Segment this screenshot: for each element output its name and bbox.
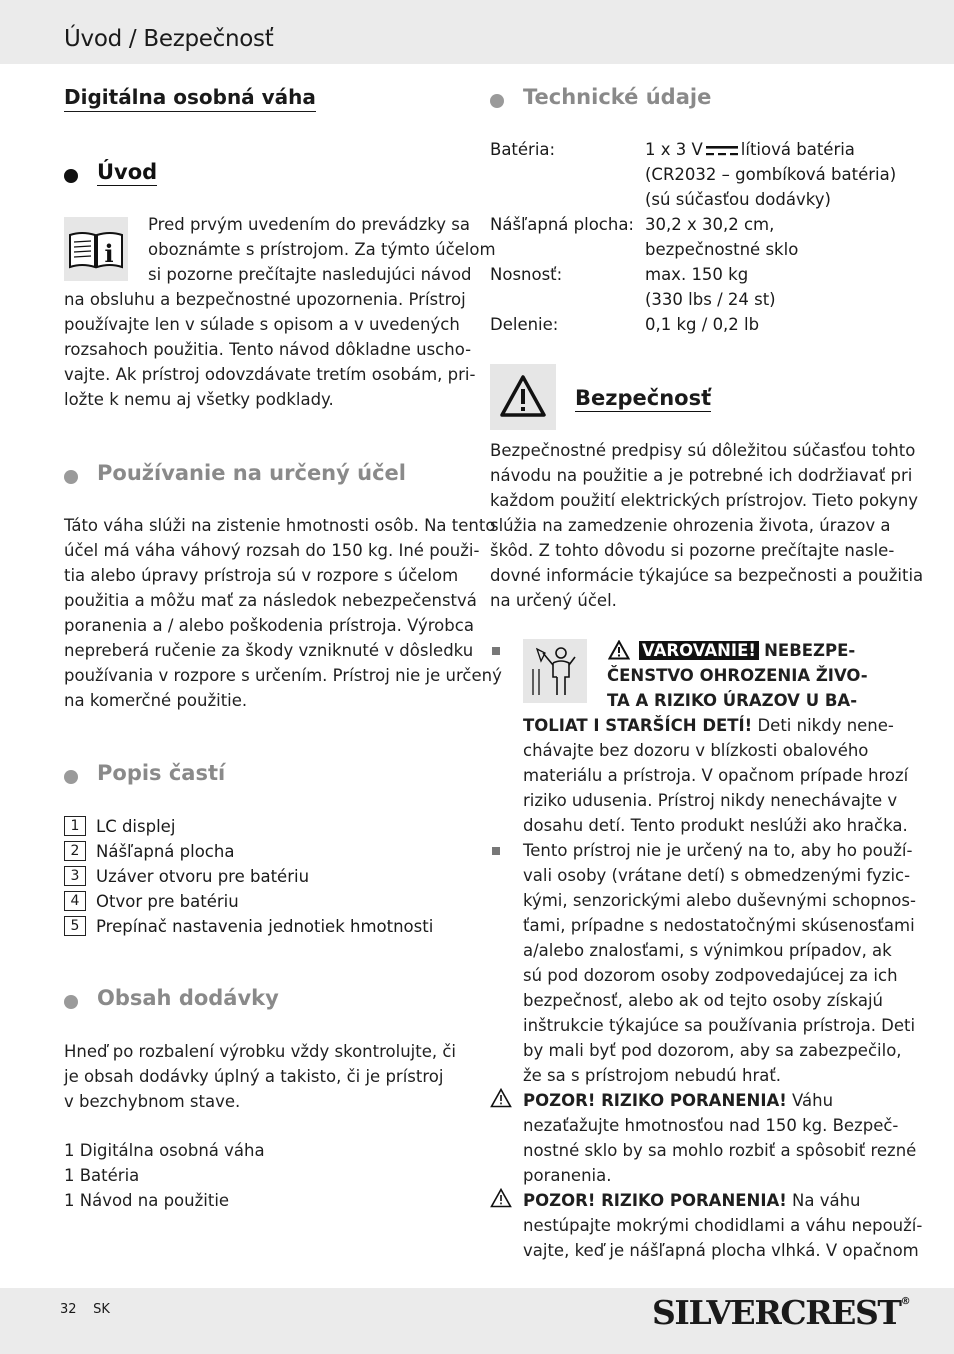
page-number-value: 32 <box>60 1302 77 1317</box>
bullet2-text <box>523 838 916 1088</box>
text-line: na komerčné použitie. <box>64 691 248 710</box>
header-bar <box>0 0 954 64</box>
text-line: škôd. Z tohto dôvodu si pozorne prečítajte nasle- <box>490 541 895 560</box>
text-line: Tento prístroj nie je určený na to, aby ho použí- <box>523 841 913 860</box>
spec-value-part: 1 x 3 V <box>645 140 703 159</box>
caution1-text <box>523 1088 916 1188</box>
text-line: v bezchybnom stave. <box>64 1092 241 1111</box>
text-line: vali osoby (vrátane detí) s obmedzenými fyzic- <box>523 866 911 885</box>
warning1-head <box>639 638 855 663</box>
intro-text-top <box>148 212 496 287</box>
text-line: materiálu a prístroja. V opačnom prípade hrozí <box>523 766 909 785</box>
spec-key: Delenie: <box>490 315 559 334</box>
bullet-dot-icon <box>64 995 78 1009</box>
dc-current-icon <box>706 145 738 157</box>
text-line: na obsluhu a bezpečnostné upozornenia. Prístroj <box>64 290 466 309</box>
section-safety-title: Bezpečnosť <box>575 386 712 410</box>
part-number: 5 <box>64 916 86 936</box>
bullet-dot-icon <box>64 470 78 484</box>
text-line: rozsahoch použitia. Tento návod dôkladne uscho- <box>64 340 472 359</box>
spec-value: 30,2 x 30,2 cm, <box>645 215 775 234</box>
part-label: Nášľapná plocha <box>96 842 235 861</box>
text-line: chávajte bez dozoru v blízkosti obalového <box>523 741 869 760</box>
text-line: inštrukcie týkajúce sa používania prístroja. Deti <box>523 1016 916 1035</box>
text-line: že sa s prístrojom nebudú hrať. <box>523 1066 782 1085</box>
svg-text:i: i <box>104 239 114 268</box>
text-line <box>523 1188 922 1213</box>
text-line: je obsah dodávky úplný a takisto, či je prístroj <box>64 1067 444 1086</box>
text-span: Na váhu <box>786 1191 861 1210</box>
text-line: nepreberá ručenie za škody vzniknuté v dôsledku <box>64 641 474 660</box>
part-number: 4 <box>64 891 86 911</box>
section-tech-title: Technické údaje <box>523 85 712 109</box>
bullet-dot-icon <box>64 169 78 183</box>
text-line: riziko udusenia. Prístroj nikdy nenechávajte v <box>523 791 898 810</box>
list-item: 1 Digitálna osobná váha <box>64 1141 265 1160</box>
page-header-title: Úvod / Bezpečnosť <box>64 26 274 52</box>
list-item: 1 Batéria <box>64 1166 140 1185</box>
spec-value: (sú súčasťou dodávky) <box>645 190 831 209</box>
text-line: ložte k nemu aj všetky podklady. <box>64 390 334 409</box>
text-line: oboznámte s prístrojom. Za týmto účelom <box>148 240 496 259</box>
warning-heading: TOLIAT I STARŠÍCH DETÍ! <box>523 716 753 735</box>
warning-small-icon <box>490 1188 512 1208</box>
section-usage-title: Používanie na určený účel <box>97 461 406 485</box>
section-delivery-title: Obsah dodávky <box>97 986 279 1010</box>
text-line: Pred prvým uvedením do prevádzky sa <box>148 215 470 234</box>
square-bullet-icon <box>492 647 500 655</box>
document-title: Digitálna osobná váha <box>64 85 316 112</box>
child-warning-icon <box>523 639 587 703</box>
text-line: nestúpajte mokrými chodidlami a váhu nepouží- <box>523 1216 923 1235</box>
text-line <box>607 663 868 688</box>
intro-text-body <box>64 287 475 412</box>
warning-heading: TA A RIZIKO ÚRAZOV U BA- <box>607 691 858 710</box>
text-line: by mali byť pod dozorom, aby sa zabezpečilo, <box>523 1041 902 1060</box>
text-line: slúžia na zamedzenie ohrozenia života, úrazov a <box>490 516 891 535</box>
brand-logo <box>652 1293 911 1332</box>
brand-name: SILVERCREST <box>652 1293 901 1332</box>
text-line: na určený účel. <box>490 591 617 610</box>
text-line: dovné informácie týkajúce sa bezpečnosti a použitia <box>490 566 924 585</box>
part-number: 1 <box>64 816 86 836</box>
info-book-icon <box>64 217 128 281</box>
text-line: tia alebo úpravy prístroja sú v rozpore s účelom <box>64 566 459 585</box>
text-line: vajte. Ak prístroj odovzdávate tretím osobám, pri- <box>64 365 476 384</box>
part-label: Uzáver otvoru pre batériu <box>96 867 310 886</box>
text-line: každom použití elektrických prístrojov. Tieto pokyny <box>490 491 919 510</box>
page-number <box>60 1302 110 1317</box>
text-line: dosahu detí. Tento produkt neslúži ako hračka. <box>523 816 908 835</box>
text-span: Deti nikdy nene- <box>752 716 894 735</box>
text-line: ťami, prípadne s nedostatočnými skúsenosťami <box>523 916 915 935</box>
text-line <box>607 688 868 713</box>
text-line: kými, senzorickými alebo duševnými schopnos- <box>523 891 916 910</box>
text-line: poranenia a / alebo poškodenia prístroja. Výrobca <box>64 616 474 635</box>
usage-text <box>64 513 502 713</box>
square-bullet-icon <box>492 847 500 855</box>
section-intro-title: Úvod <box>97 160 158 184</box>
part-number: 3 <box>64 866 86 886</box>
caution-heading: POZOR! RIZIKO PORANENIA! <box>523 1091 787 1110</box>
spec-value: max. 150 kg <box>645 265 749 284</box>
part-label: Otvor pre batériu <box>96 892 239 911</box>
text-line: vajte, keď je nášľapná plocha vlhká. V opačnom <box>523 1241 919 1260</box>
delivery-items <box>64 1138 265 1213</box>
bullet-dot-icon <box>490 94 504 108</box>
warning-label: VAROVANIE! <box>639 641 759 660</box>
text-line: použitia a môžu mať za následok nebezpečenstvá <box>64 591 477 610</box>
warning-small-icon <box>608 640 630 660</box>
text-line <box>639 638 855 663</box>
text-line: nostné sklo by sa mohlo rozbiť a spôsobiť rezné <box>523 1141 917 1160</box>
text-line <box>523 1088 916 1113</box>
text-line: poranenia. <box>523 1166 612 1185</box>
section-parts-title: Popis častí <box>97 761 226 785</box>
text-line: bezpečnosť, alebo ak od tejto osoby získajú <box>523 991 884 1010</box>
spec-value <box>645 137 855 162</box>
part-number: 2 <box>64 841 86 861</box>
text-line: Bezpečnostné predpisy sú dôležitou súčasťou tohto <box>490 441 916 460</box>
spec-key: Nášľapná plocha: <box>490 215 634 234</box>
warning1-head-cont <box>607 663 868 713</box>
text-line: nezaťažujte hmotnosťou nad 150 kg. Bezpeč- <box>523 1116 899 1135</box>
warning-heading: ČENSTVO OHROZENIA ŽIVO- <box>607 666 868 685</box>
warning-small-icon <box>490 1088 512 1108</box>
registered-mark: ® <box>900 1296 911 1307</box>
text-line: a/alebo znalosťami, s výnimkou prípadov, ak <box>523 941 892 960</box>
spec-value: (CR2032 – gombíková batéria) <box>645 165 897 184</box>
warning1-text <box>523 713 908 838</box>
text-line: sú pod dozorom osoby zodpovedajúcej za ich <box>523 966 898 985</box>
spec-key: Nosnosť: <box>490 265 563 284</box>
text-line <box>523 713 908 738</box>
spec-value: 0,1 kg / 0,2 lb <box>645 315 760 334</box>
part-label: LC displej <box>96 817 176 836</box>
text-line: návodu na použitie a je potrebné ich dodržiavať pri <box>490 466 913 485</box>
delivery-text <box>64 1039 456 1114</box>
text-line: Táto váha slúži na zistenie hmotnosti osôb. Na tento <box>64 516 496 535</box>
spec-value-part: lítiová batéria <box>740 140 855 159</box>
warning-heading: NEBEZPE- <box>764 641 856 660</box>
text-line: používania v rozpore s určením. Prístroj nie je určený <box>64 666 502 685</box>
safety-intro-text <box>490 438 923 613</box>
caution-heading: POZOR! RIZIKO PORANENIA! <box>523 1191 787 1210</box>
text-line: si pozorne prečítajte nasledujúci návod <box>148 265 472 284</box>
bullet-dot-icon <box>64 770 78 784</box>
spec-value: bezpečnostné sklo <box>645 240 799 259</box>
text-line: účel má váha váhový rozsah do 150 kg. Iné použi- <box>64 541 480 560</box>
warning-triangle-icon <box>490 364 556 430</box>
caution2-text <box>523 1188 922 1263</box>
text-span: Váhu <box>786 1091 834 1110</box>
text-line: používajte len v súlade s opisom a v uvedených <box>64 315 460 334</box>
spec-value: (330 lbs / 24 st) <box>645 290 776 309</box>
part-label: Prepínač nastavenia jednotiek hmotnosti <box>96 917 434 936</box>
text-line: Hneď po rozbalení výrobku vždy skontrolujte, či <box>64 1042 457 1061</box>
language-code: SK <box>93 1302 110 1317</box>
list-item: 1 Návod na použitie <box>64 1191 230 1210</box>
spec-key: Batéria: <box>490 140 556 159</box>
